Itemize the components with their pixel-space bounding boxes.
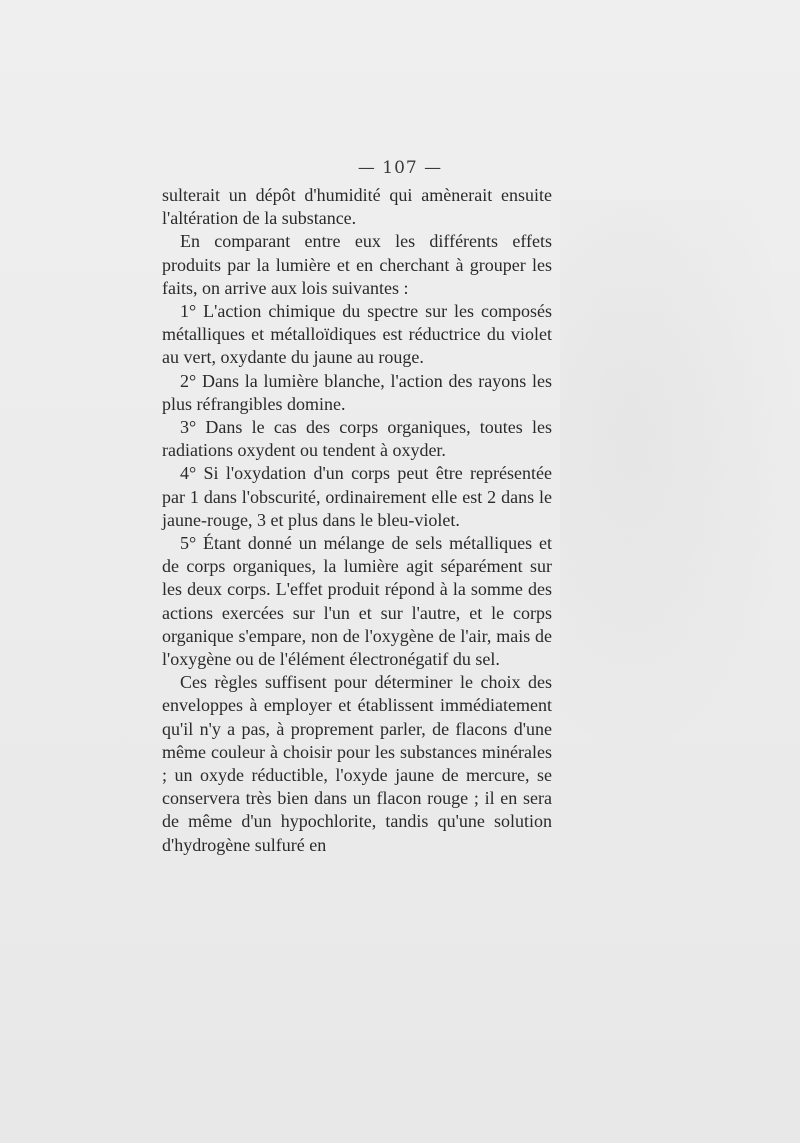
law-3-paragraph: 3° Dans le cas des corps organiques, toutes les radiations oxydent ou tendent à oxyder. xyxy=(162,417,552,461)
paragraph-continued: sulterait un dépôt d'humidité qui amènerait ensuite l'altération de la substance. xyxy=(162,185,552,229)
page-number: — 107 — xyxy=(357,158,443,178)
law-1-paragraph: 1° L'action chimique du spectre sur les composés métalliques et métalloïdiques est réductrice du violet au vert, oxydante du jaune au rouge. xyxy=(162,301,552,368)
law-4-paragraph: 4° Si l'oxydation d'un corps peut être représentée par 1 dans l'obscurité, ordinairement elle est 2 dans le jaune-rouge, 3 et plus dans le bleu-violet. xyxy=(162,463,552,530)
law-5-paragraph: 5° Étant donné un mélange de sels métalliques et de corps organiques, la lumière agit séparément sur les deux corps. L'effet produit répond à la somme des actions exercées sur l'un et sur l'autre, et le corps organique s'empare, non de l'oxygène de l'air, mais de l'oxygène ou de l'élément électronégatif du sel. xyxy=(162,533,552,670)
law-2-paragraph: 2° Dans la lumière blanche, l'action des rayons les plus réfrangibles domine. xyxy=(162,370,552,414)
body-text xyxy=(162,184,552,857)
paragraph: En comparant entre eux les différents effets produits par la lumière et en cherchant à grouper les faits, on arrive aux lois suivantes : xyxy=(162,231,552,298)
show-through-shadow xyxy=(560,200,800,760)
paragraph: Ces règles suffisent pour déterminer le choix des enveloppes à employer et établissent immédiatement qu'il n'y a pas, à proprement parler, de flacons d'une même couleur à choisir pour les substances minérales ; un oxyde réductible, l'oxyde jaune de mercure, se conservera très bien dans un flacon rouge ; il en sera de même d'un hypochlorite, tandis qu'une solution d'hydrogène sulfuré en xyxy=(162,672,552,855)
